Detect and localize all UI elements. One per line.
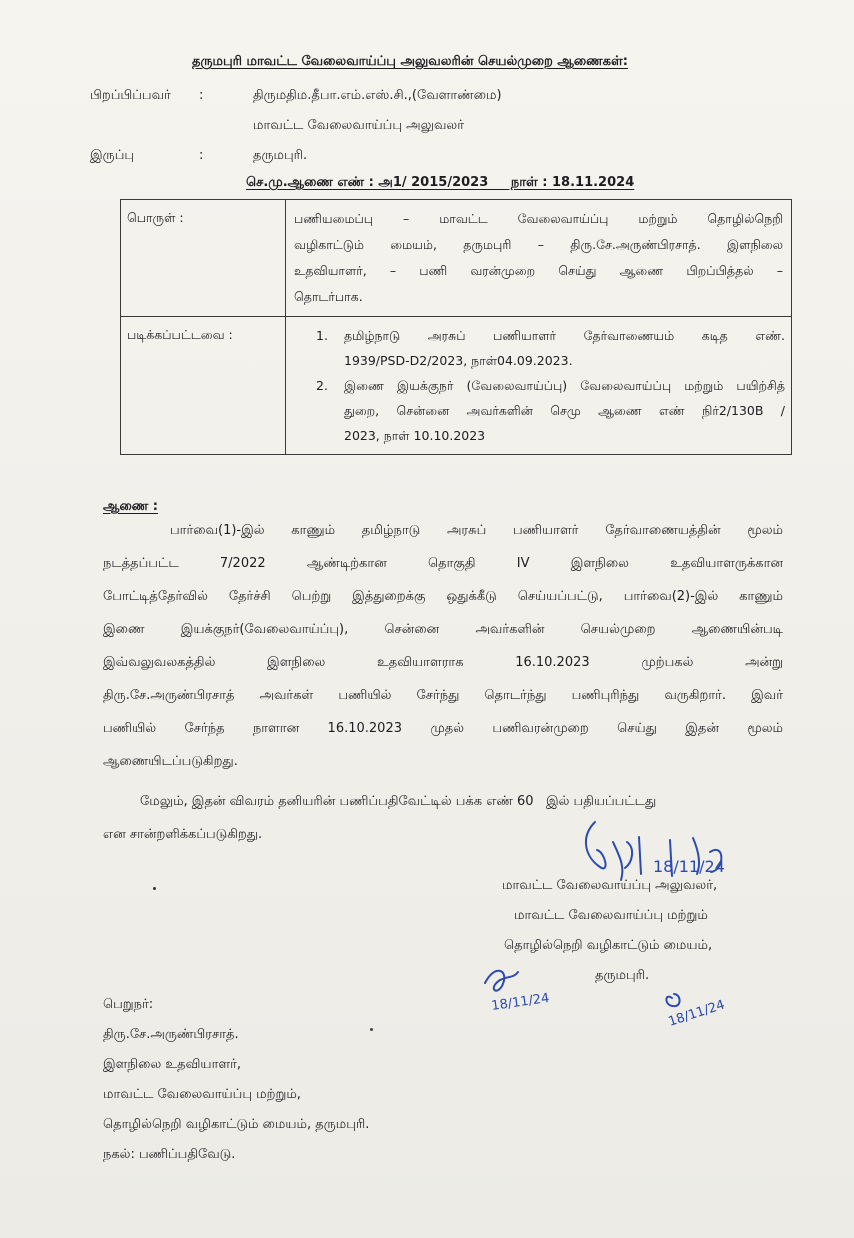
signatory-place: தருமபுரி. — [595, 968, 650, 983]
ink-dot — [370, 1028, 373, 1031]
order-line: திரு.சே.அருண்பிரசாத் அவர்கள் பணியில் சேர்ந்து தொடர்ந்து பணிபுரிந்து வருகிறார். இவர் — [103, 688, 783, 703]
issuer-designation: மாவட்ட வேலைவாய்ப்பு அலுவலர் — [253, 118, 465, 133]
signature-date: 18/11/24 — [653, 857, 725, 876]
order-reference: செ.மு.ஆணை எண் : அ1/ 2015/2023 நாள் : 18.11.2024 — [246, 175, 635, 190]
reference-line: 1939/PSD-D2/2023, நாள்04.09.2023. — [344, 353, 573, 368]
signatory-office-2: தொழில்நெறி வழிகாட்டும் மையம், — [504, 938, 713, 953]
issuer-label: பிறப்பிப்பவர் — [90, 88, 171, 103]
order-line: நடத்தப்பட்ட 7/2022 ஆண்டிற்கான தொகுதி IV இளநிலை உதவியாளருக்கான — [103, 556, 783, 571]
reference-item — [286, 323, 785, 373]
recipient-label: பெறுநர்: — [103, 997, 154, 1012]
subject-reference-table — [120, 199, 792, 455]
signatory-office: மாவட்ட வேலைவாய்ப்பு மற்றும் — [514, 908, 708, 923]
order-line: இவ்வலுவலகத்தில் இளநிலை உதவியாளராக 16.10.2023 முற்பகல் அன்று — [103, 655, 783, 670]
references-label: படிக்கப்பட்டவை : — [121, 317, 286, 455]
subject-line: பணியமைப்பு – மாவட்ட வேலைவாய்ப்பு மற்றும் தொழில்நெறி — [294, 211, 783, 226]
reference-line: 2023, நாள் 10.10.2023 — [344, 428, 486, 443]
recipient-designation: இளநிலை உதவியாளர், — [103, 1057, 242, 1072]
references-list — [286, 317, 791, 454]
reference-number: 1. — [316, 328, 328, 343]
order-line: பணியில் சேர்ந்த நாளான 16.10.2023 முதல் பணிவரன்முறை செய்து இதன் மூலம் — [103, 721, 783, 736]
subject-text — [286, 200, 792, 317]
copy-to: நகல்: பணிப்பதிவேடு. — [103, 1147, 236, 1162]
certification-line: என சான்றளிக்கப்படுகிறது. — [103, 827, 263, 842]
page-title: தருமபுரி மாவட்ட வேலைவாய்ப்பு அலுவலரின் செயல்முறை ஆணைகள்: — [192, 54, 628, 69]
reference-line: இணை இயக்குநர் (வேலைவாய்ப்பு) வேலைவாய்ப்பு மற்றும் பயிற்சித் — [344, 378, 785, 393]
ink-dot — [153, 887, 156, 890]
reference-line: துறை, சென்னை அவர்களின் செமு ஆணை எண் நிர்2/130B / — [344, 403, 785, 418]
order-paragraph — [103, 514, 783, 778]
initial-mark — [650, 978, 750, 1038]
reference-number: 2. — [316, 378, 328, 393]
location-colon: : — [199, 148, 204, 163]
recipient-name: திரு.சே.அருண்பிரசாத். — [103, 1027, 239, 1042]
subject-row — [121, 200, 792, 317]
references-row — [121, 317, 792, 455]
subject-line: தொடர்பாக. — [294, 289, 363, 304]
subject-line: வழிகாட்டும் மையம், தருமபுரி – திரு.சே.அருண்பிரசாத். இளநிலை — [294, 237, 783, 252]
signatory-designation: மாவட்ட வேலைவாய்ப்பு அலுவலர், — [502, 878, 718, 893]
subject-label: பொருள் : — [121, 200, 286, 317]
subject-line: உதவியாளர், – பணி வரன்முறை செய்து ஆணை பிறப்பித்தல் – — [294, 263, 783, 278]
issuer-colon: : — [199, 88, 204, 103]
order-line: போட்டித்தேர்வில் தேர்ச்சி பெற்று இத்துறைக்கு ஒதுக்கீடு செய்யப்பட்டு, பார்வை(2)-இல் காணும் — [103, 589, 783, 604]
recipient-office: மாவட்ட வேலைவாய்ப்பு மற்றும், — [103, 1087, 301, 1102]
officer-signature — [575, 812, 765, 887]
reference-item — [286, 373, 785, 448]
reference-line: தமிழ்நாடு அரசுப் பணியாளர் தேர்வாணையம் கடித எண். — [344, 328, 785, 343]
issuer-name: திருமதிம.தீபா.எம்.எஸ்.சி.,(வேளாண்மை) — [253, 88, 502, 103]
certification-line: மேலும், இதன் விவரம் தனியரின் பணிப்பதிவேட்டில் பக்க எண் 60 இல் பதியப்பட்டது — [140, 794, 657, 809]
order-line: இணை இயக்குநர்(வேலைவாய்ப்பு), சென்னை அவர்களின் செயல்முறை ஆணையின்படி — [103, 622, 783, 637]
recipient-office-2: தொழில்நெறி வழிகாட்டும் மையம், தருமபுரி. — [103, 1117, 370, 1132]
initial-date: 18/11/24 — [666, 997, 727, 1030]
references-list-cell — [286, 317, 792, 455]
order-line: பார்வை(1)-இல் காணும் தமிழ்நாடு அரசுப் பணியாளர் தேர்வாணையத்தின் மூலம் — [170, 523, 783, 538]
initial-date: 18/11/24 — [490, 990, 551, 1014]
location-label: இருப்பு — [90, 148, 135, 163]
order-label: ஆணை : — [103, 499, 159, 514]
location-value: தருமபுரி. — [253, 148, 308, 163]
order-line: ஆணையிடப்படுகிறது. — [103, 754, 238, 769]
initial-mark — [470, 958, 560, 1028]
